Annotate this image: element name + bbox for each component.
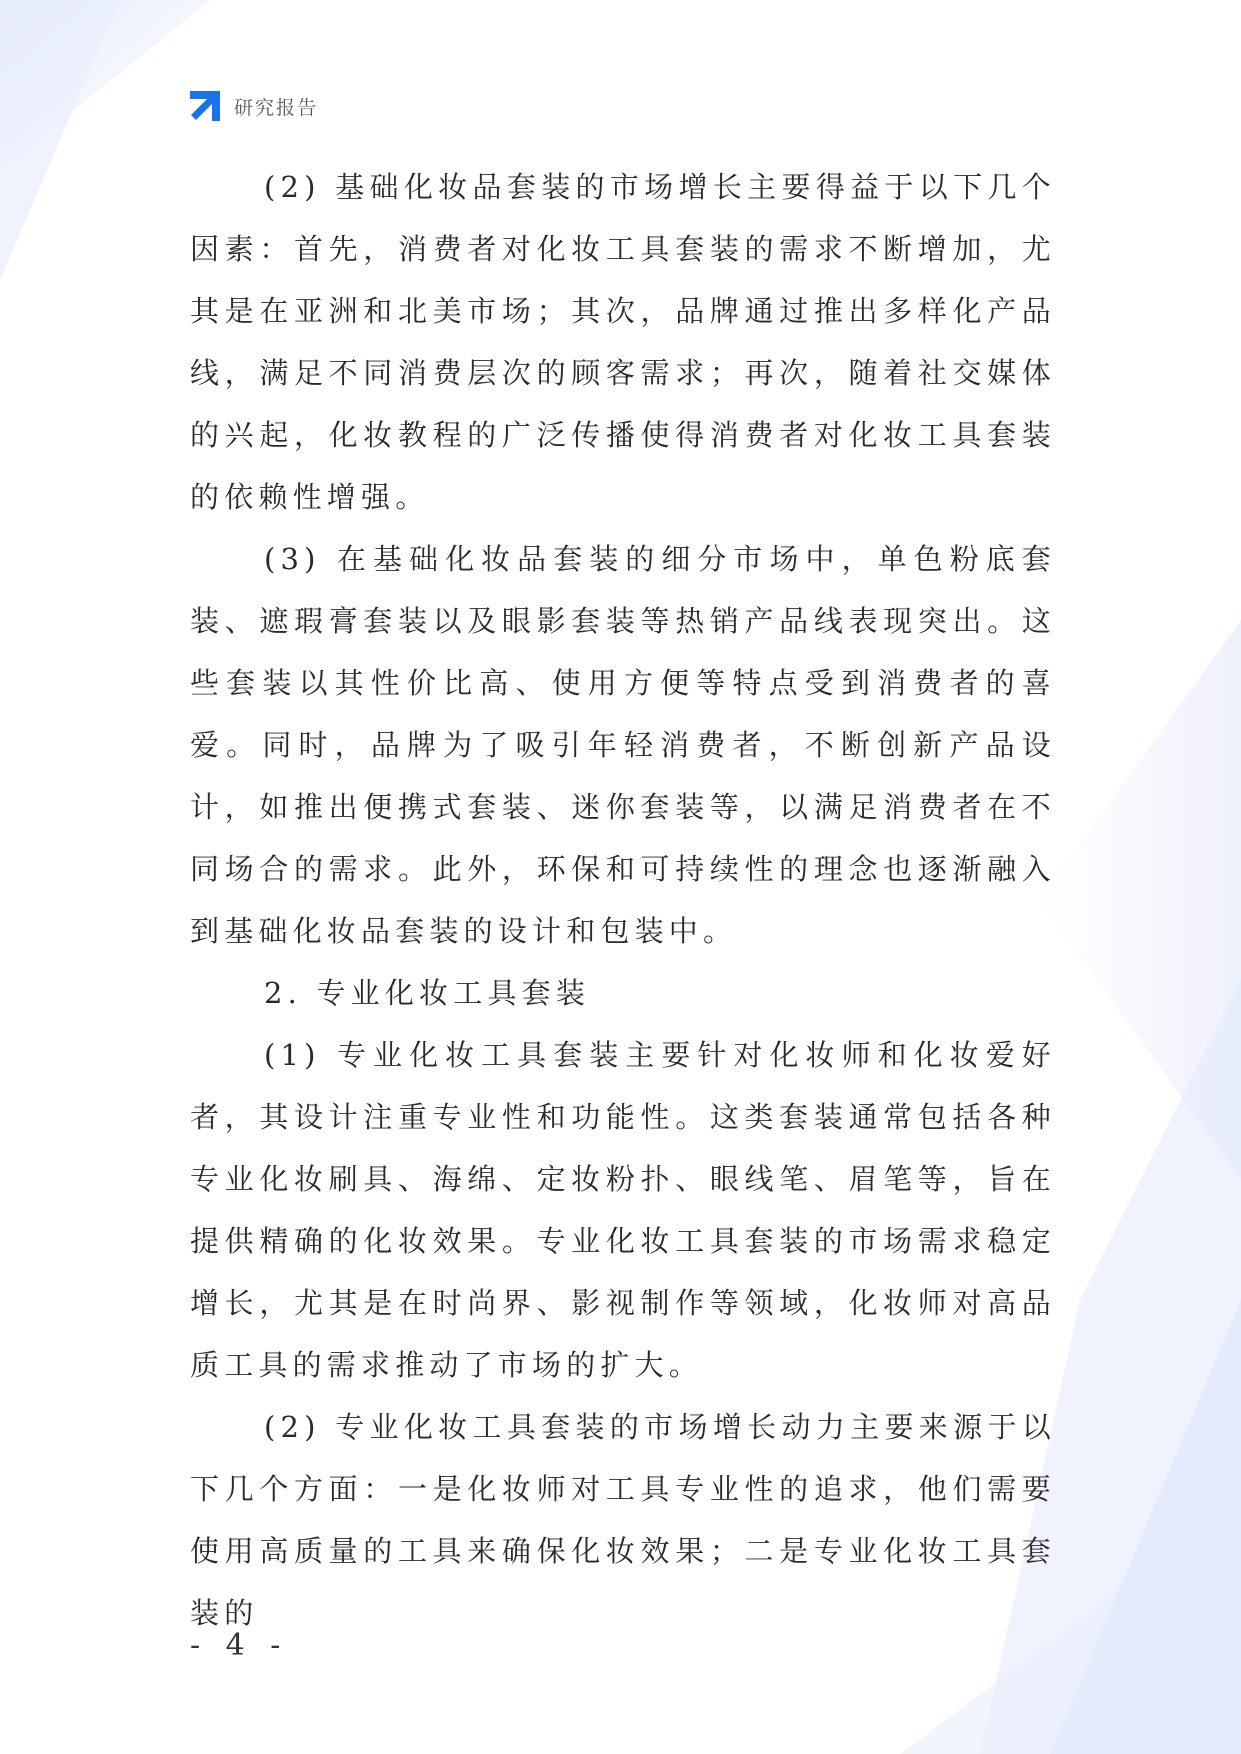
page-number: - 4 - [190,1628,289,1663]
document-body [190,156,1056,1644]
paragraph: (1) 专业化妆工具套装主要针对化妆师和化妆爱好者，其设计注重专业性和功能性。这类套装通常包括各种专业化妆刷具、海绵、定妆粉扑、眼线笔、眉笔等，旨在提供精确的化妆效果。专业化妆工具套装的市场需求稳定增长，尤其是在时尚界、影视制作等领域，化妆师对高品质工具的需求推动了市场的扩大。 [190,1038,1056,1382]
paragraph: (2) 基础化妆品套装的市场增长主要得益于以下几个因素：首先，消费者对化妆工具套装的需求不断增加，尤其是在亚洲和北美市场；其次，品牌通过推出多样化产品线，满足不同消费层次的顾客需求；再次，随着社交媒体的兴起，化妆教程的广泛传播使得消费者对化妆工具套装的依赖性增强。 [190,170,1056,514]
arrow-up-right-icon [188,89,222,123]
section-heading: 2. 专业化妆工具套装 [264,976,591,1010]
paragraph: (2) 专业化妆工具套装的市场增长动力主要来源于以下几个方面：一是化妆师对工具专业性的追求，他们需要使用高质量的工具来确保化妆效果；二是专业化妆工具套装的 [190,1410,1056,1630]
paragraph: (3) 在基础化妆品套装的细分市场中，单色粉底套装、遮瑕膏套装以及眼影套装等热销产品线表现突出。这些套装以其性价比高、使用方便等特点受到消费者的喜爱。同时，品牌为了吸引年轻消费者，不断创新产品设计，如推出便携式套装、迷你套装等，以满足消费者在不同场合的需求。此外，环保和可持续性的理念也逐渐融入到基础化妆品套装的设计和包装中。 [190,542,1056,948]
header-title: 研究报告 [234,96,319,119]
report-header [188,88,318,124]
